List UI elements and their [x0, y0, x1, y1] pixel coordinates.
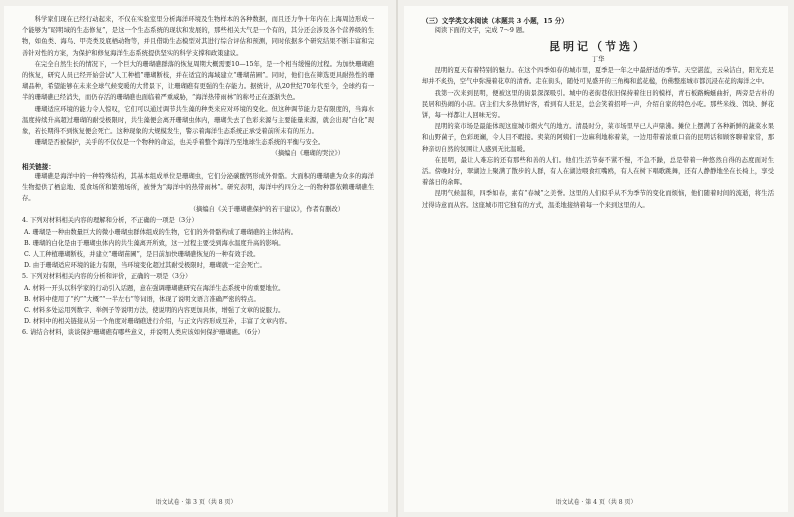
- article-paragraph-1: 昆明的夏天有着特别的魅力。在这个四季如春的城市里，夏季是一年之中最舒适的季节。天空湛蓝，云朵洁白，阳光充足却并不炙热，空气中弥漫着花草的清香。走在街头，随处可见盛开的三角梅和蓝花楹，仿佛整座城市都沉浸在花的海洋之中。: [422, 67, 774, 86]
- question-5-option-c: C. 材料多处运用列数字、举例子等说明方法，使说明的内容更加具体，增强了文章的说服力。: [24, 307, 285, 315]
- article-paragraph-5: 昆明气候温和，四季如春，素有“春城”之美誉。这里的人们似乎从不为季节的变化而烦恼，他们随着时间的流逝，将生活过得诗意而从容。这座城市用它独有的方式，温柔地接纳着每一个来到这里的人。: [422, 190, 774, 209]
- page-gutter: [396, 0, 398, 517]
- reading-instruction: 阅读下面的文字，完成 7～9 题。: [434, 27, 529, 34]
- article-paragraph-4: 在昆明，最让人难忘的还有那些和善的人们。他们生活节奏不紧不慢，不急不躁，总是带着一种悠然自得的态度面对生活。傍晚时分，翠湖边上聚满了散步的人群，有人在湖边喂食红嘴鸥，有人在树下唱歌跳舞，还有人静静地坐在长椅上，享受着落日的余晖。: [422, 156, 774, 187]
- question-4-option-c: C. 人工种植珊瑚断枝，并建立“珊瑚苗圃”，是目前加快珊瑚礁恢复的一种有效手段。: [24, 251, 260, 259]
- left-page-content: [22, 14, 374, 490]
- passage-paragraph-1: 科学家们现在已经行动起来，不仅在实验室里分析海洋环境及生物样本的各种数据，而且还力争十年内在上海周边形成一个能够为“昭明域的生态修复”，是这一个生态系统的现状和发展的，那些相关大气是一个有的，其分还会涉及各个营养级的生物，如鱼类、海鸟、甲壳类及底栖动物等，并且借助生态模型对其进行综合评估和预测，同时依据多个研究结果不断丰富和完善针对性的方案，为保护和修复海洋生态系统提供坚实的科学支撑和政策建议。: [22, 16, 374, 57]
- right-page-footer: 语文试卷 · 第 4 页（共 8 页）: [555, 499, 637, 506]
- question-4-option-a: A. 珊瑚是一种由数量巨大的微小珊瑚虫群体组成的生物，它们的外骨骼构成了珊瑚礁的主体结构。: [24, 228, 298, 236]
- right-page: [404, 6, 788, 512]
- passage-paragraph-3: 珊瑚适应环境的能力令人惊叹，它们可以通过调节共生藻的种类来应对环境的变化。但这种调节能力是有限度的，当海水温度持续升高超过珊瑚的耐受极限时，共生藻便会离开珊瑚虫体内，珊瑚失去了色彩来源与主要能量来源，就会出现“白化”现象，若长期得不到恢复便会死亡。这种现象的大规模发生，警示着海洋生态系统正承受着前所未有的压力。: [22, 105, 374, 136]
- question-4-stem: 4. 下列对材料相关内容的理解和分析，不正确的一项是（3分）: [22, 217, 198, 225]
- section-heading: （三）文学类文本阅读（本题共 3 小题，15 分）: [422, 17, 568, 25]
- article-title: 昆明记（节选）: [549, 40, 647, 54]
- question-4-option-d: D. 由于珊瑚适应环境的能力有限，当环境变化超过其耐受极限时，珊瑚就一定会死亡。: [24, 262, 266, 270]
- related-links-title: 相关链接：: [22, 162, 55, 171]
- question-4-option-b: B. 珊瑚的白化是由于珊瑚虫体内的共生藻离开所致，这一过程主要受到海水温度升高的影响。: [24, 239, 285, 247]
- right-page-content: [422, 14, 774, 490]
- left-page: [4, 6, 388, 512]
- question-5-option-d: D. 材料中的相关链接从另一个角度对珊瑚礁进行介绍，与正文内容形成互补，丰富了文章内容。: [24, 318, 291, 326]
- question-5-option-a: A. 材料一开头以科学家的行动引入话题，意在强调珊瑚礁研究在海洋生态系统中的重要地位。: [24, 284, 285, 292]
- passage-paragraph-2: 在完全自然生长的情况下，一个巨大的珊瑚礁群落的恢复周期大概需要10—15年，是一个相当缓慢的过程。为加快珊瑚礁的恢复，研究人员已经开始尝试“人工种植”珊瑚断枝，并在适宜的海域建立“珊瑚苗圃”。同时，他们也在筛选更具耐热性的珊瑚品种，希望能够在未来全球气候变暖的大背景下，让珊瑚礁有更强的生存能力。据统计，从20世纪70年代至今，全球约有一半的珊瑚礁已经消失，而仍存活的珊瑚礁也面临着严重威胁，“海洋热带雨林”的称号正在逐渐失色。: [22, 60, 374, 102]
- related-source-note: （摘编自《关于珊瑚礁保护的若干建议》，作者有删改）: [189, 206, 344, 214]
- question-6-stem: 6. 请结合材料，谈谈保护珊瑚礁有哪些意义，并说明人类应该如何保护珊瑚礁。（6分）: [22, 329, 264, 337]
- question-5-stem: 5. 下列对材料相关内容的分析和评价，正确的一项是（3分）: [22, 273, 192, 281]
- source-note: （摘编自《珊瑚的哭泣》）: [271, 150, 344, 158]
- related-paragraph-1: 珊瑚礁是海洋中的一种特殊结构，其基本组成单位是珊瑚虫，它们分泌碳酸钙形成外骨骼。大面积的珊瑚礁为众多的海洋生物提供了栖息地、觅食场所和繁殖场所，被誉为“海洋中的热带雨林”。研究表明，海洋中约四分之一的物种都依赖珊瑚礁生存。: [22, 172, 374, 203]
- article-author: 丁华: [591, 55, 605, 64]
- question-5-option-b: B. 材料中使用了“约”“大概”“一半左右”等词语，体现了说明文语言准确严密的特点。: [24, 295, 260, 303]
- passage-paragraph-4: 珊瑚是否被保护，关乎的不仅仅是一个物种的命运，也关乎着整个海洋乃至地球生态系统的平衡与安全。: [34, 139, 325, 147]
- left-page-footer: 语文试卷 · 第 3 页（共 8 页）: [155, 499, 237, 506]
- article-paragraph-2: 我第一次来到昆明，便被这里的街景深深吸引。城中的老街巷依旧保持着往日的模样，青石板路蜿蜒曲折，两旁是古朴的民居和热闹的小店。店主们大多热情好客，看到有人驻足，总会笑着招呼一声，介绍自家的特色小吃。那些米线、饵块、鲜花饼，每一样都让人回味无穷。: [422, 89, 774, 120]
- article-paragraph-3: 昆明的菜市场是最能体现这座城市烟火气的地方。清晨时分，菜市场里早已人声鼎沸。摊位上摆满了各种新鲜的蔬菜水果和山野菌子，色彩斑斓，令人目不暇接。卖菜的阿姨们一边麻利地称着菜，一边用带着浓重口音的昆明话和顾客聊着家常，那种亲切自然的氛围让人感到无比温暖。: [422, 123, 774, 153]
